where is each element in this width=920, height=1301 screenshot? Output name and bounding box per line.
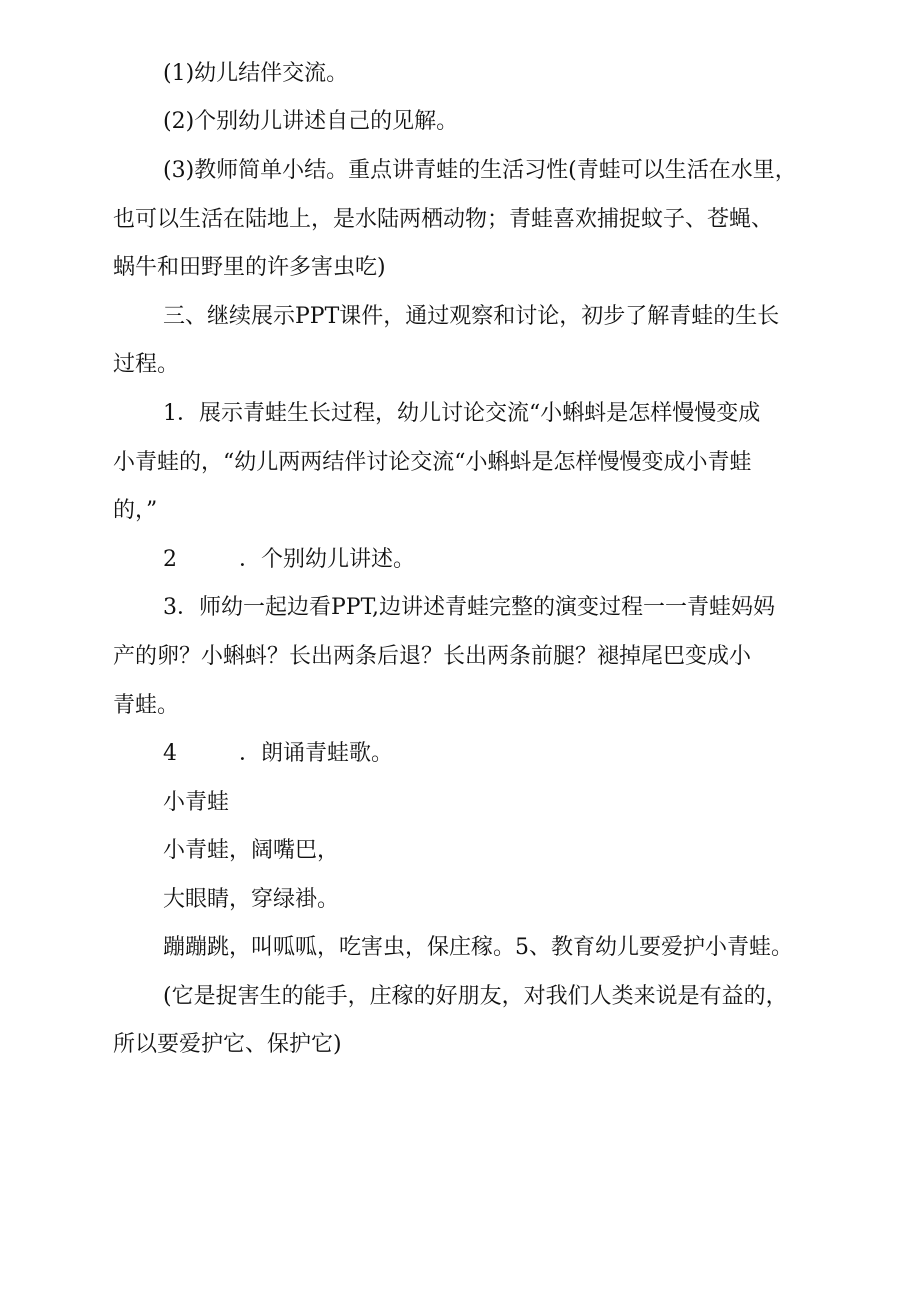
paragraph-line: 的，” <box>113 498 158 523</box>
paragraph-line: (3)教师简单小结。重点讲青蛙的生活习性(青蛙可以生活在水里， <box>163 158 797 183</box>
paragraph-line: 蜗牛和田野里的许多害虫吃) <box>113 255 386 280</box>
poem-line: 蹦蹦跳，叫呱呱，吃害虫，保庄稼。5、教育幼儿要爱护小青蛙。 <box>163 935 793 960</box>
paragraph-line: 所以要爱护它、保护它) <box>113 1032 342 1057</box>
paragraph-line: 青蛙。 <box>113 693 180 718</box>
paragraph-line: 小青蛙的，“幼儿两两结伴讨论交流“小蝌蚪是怎样慢慢变成小青蛙 <box>113 450 752 475</box>
section-heading: 三、继续展示PPT课件，通过观察和讨论，初步了解青蛙的生长 <box>163 304 780 329</box>
paragraph-line: (2)个别幼儿讲述自己的见解。 <box>163 109 459 134</box>
list-number: 4 <box>163 741 177 766</box>
poem-line: 小青蛙，阔嘴巴， <box>163 838 340 863</box>
paragraph-line: 过程。 <box>113 352 180 377</box>
paragraph-line: 也可以生活在陆地上，是水陆两栖动物；青蛙喜欢捕捉蚊子、苍蝇、 <box>113 207 774 232</box>
paragraph-line: 产的卵？小蝌蚪？长出两条后退？长出两条前腿？褪掉尾巴变成小 <box>113 644 752 669</box>
poem-title: 小青蛙 <box>163 790 230 815</box>
paragraph-line: (它是捉害生的能手，庄稼的好朋友，对我们人类来说是有益的， <box>163 984 788 1009</box>
list-number: 2 <box>163 547 177 572</box>
list-item-text: ．个别幼儿讲述。 <box>239 547 416 572</box>
poem-line: 大眼睛，穿绿褂。 <box>163 887 340 912</box>
list-item <box>163 740 393 768</box>
list-item-text: ．朗诵青蛙歌。 <box>239 741 394 766</box>
list-item: 3．师幼一起边看PPT,边讲述青蛙完整的演变过程一一青蛙妈妈 <box>163 595 776 620</box>
list-item: 1．展示青蛙生长过程，幼儿讨论交流“小蝌蚪是怎样慢慢变成 <box>163 401 761 426</box>
list-item <box>163 546 415 574</box>
paragraph-line: (1)幼儿结伴交流。 <box>163 61 349 86</box>
